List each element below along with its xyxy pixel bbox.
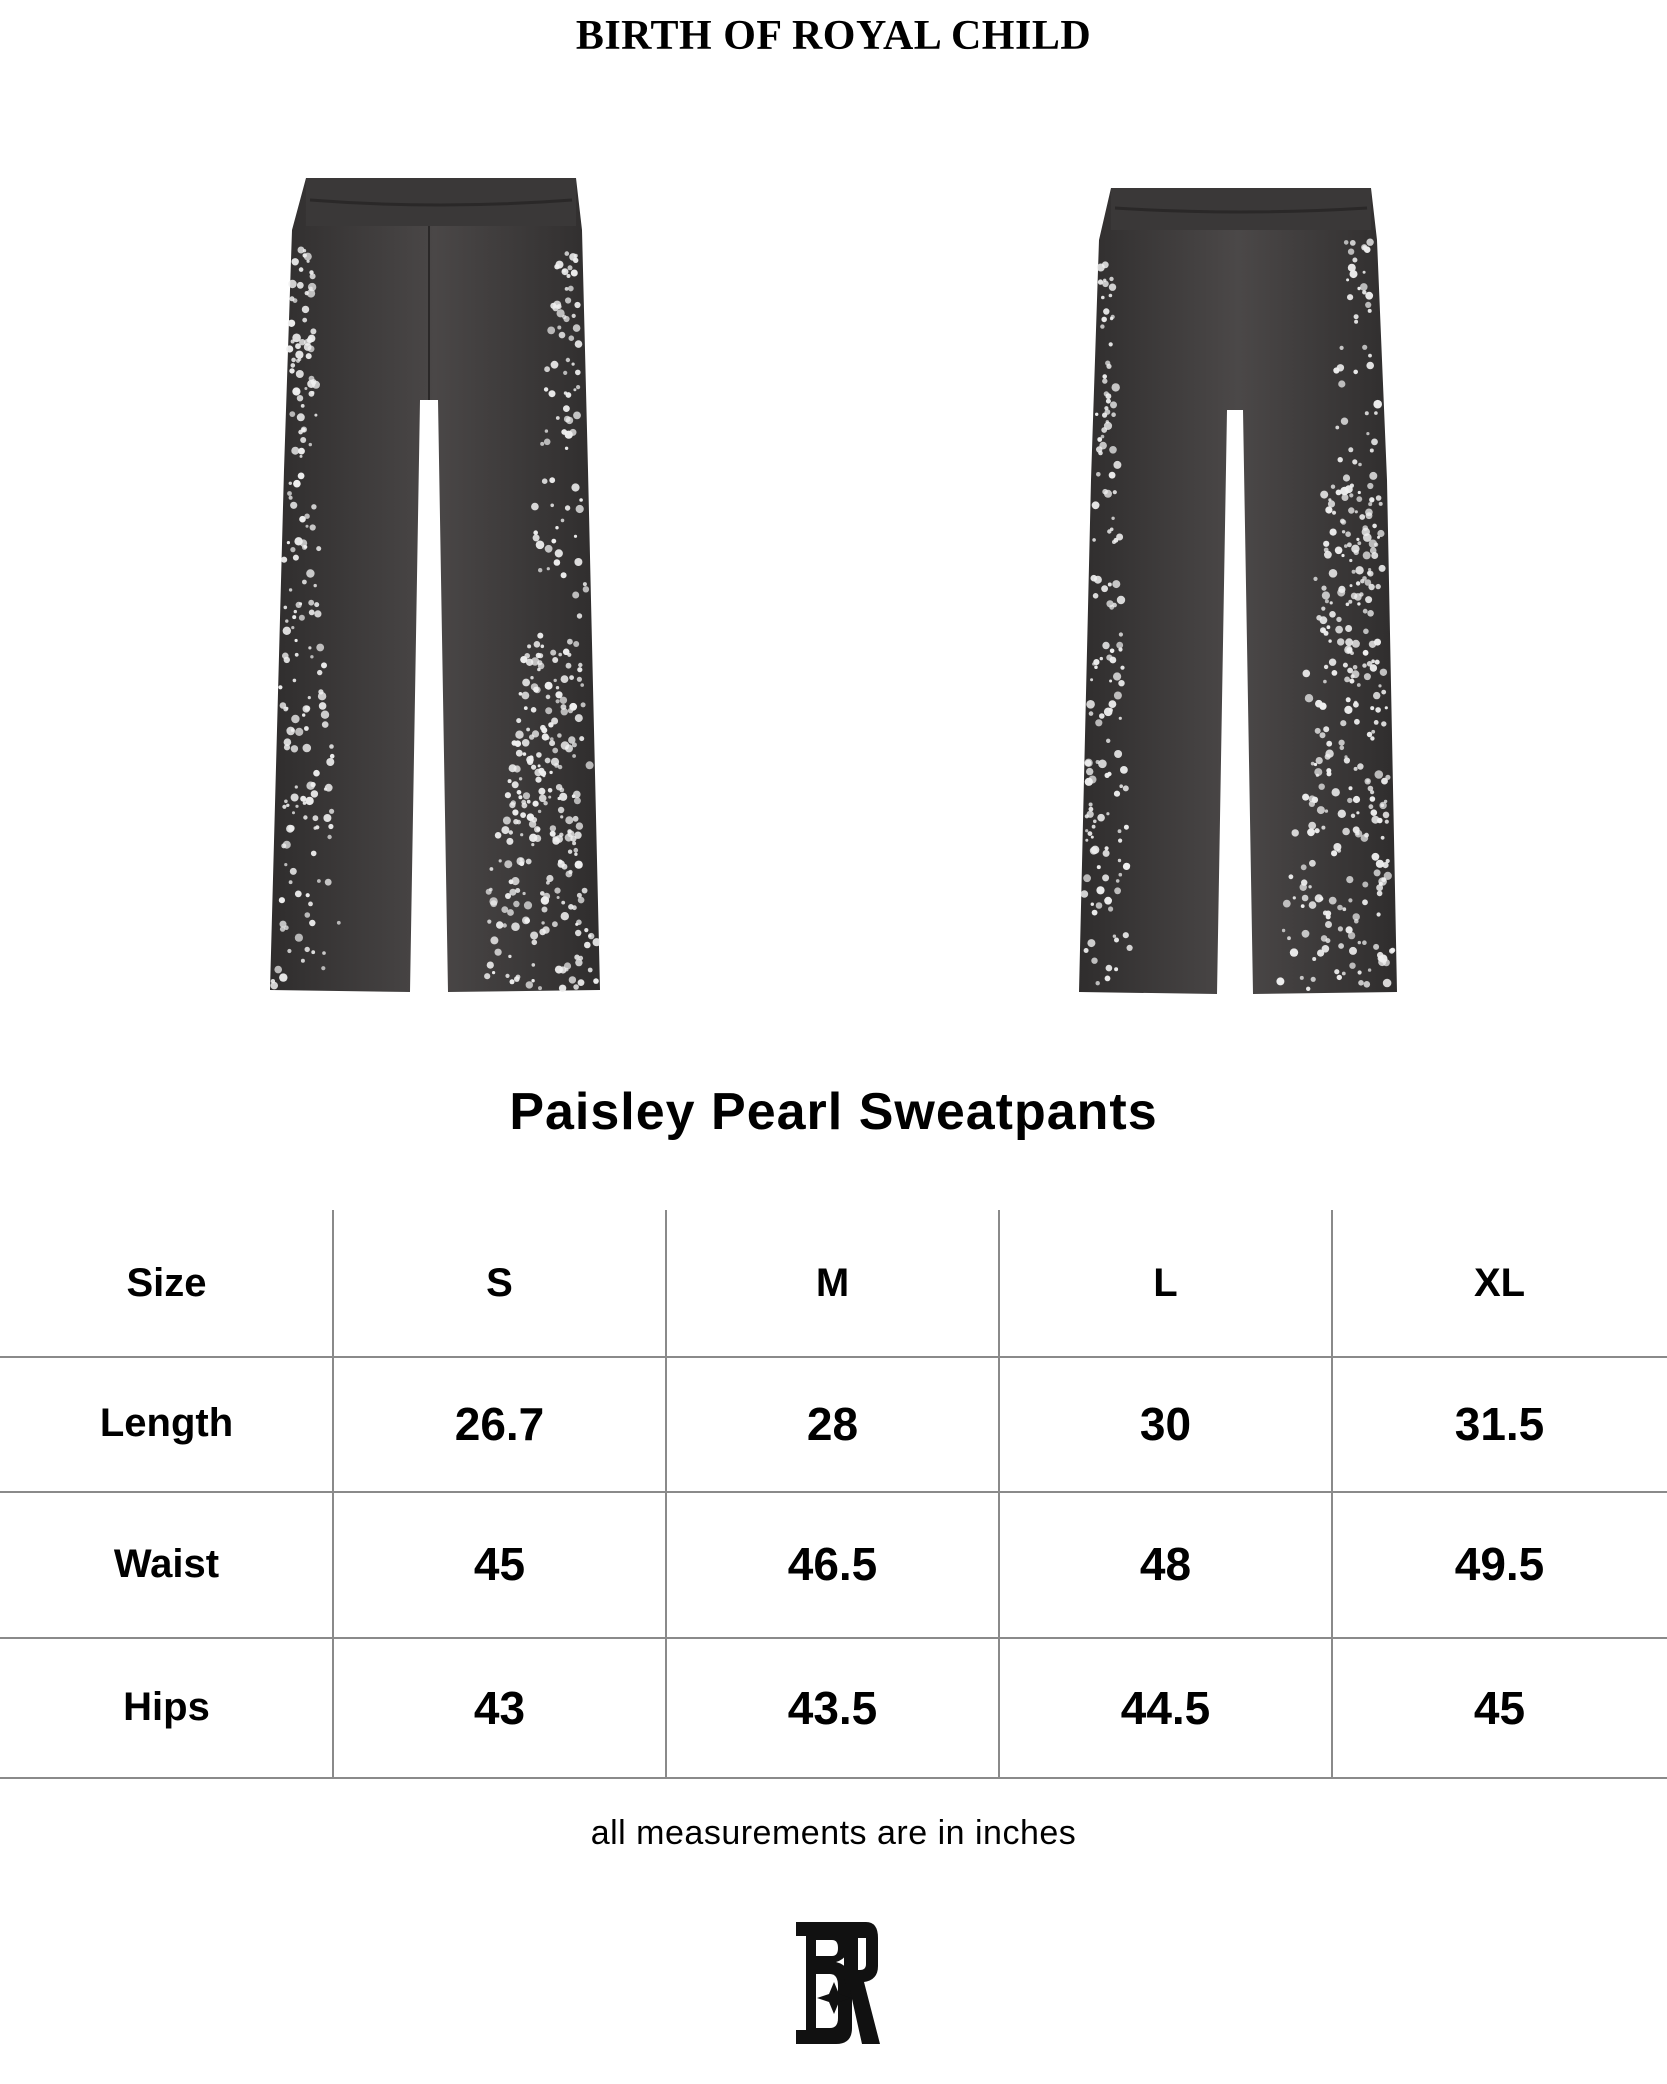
table-cell: 45 — [1473, 1681, 1526, 1734]
table-cell: 30 — [1139, 1397, 1192, 1450]
row-label: Hips — [123, 1685, 210, 1729]
column-header: Size — [126, 1260, 207, 1305]
table-cell: 46.5 — [787, 1538, 878, 1590]
column-header: L — [1153, 1260, 1178, 1305]
table-cell: 44.5 — [1120, 1681, 1211, 1734]
pants-body — [270, 178, 600, 992]
product-name: Paisley Pearl Sweatpants — [509, 1083, 1158, 1141]
table-cell: 43.5 — [787, 1681, 878, 1734]
table-cell: 48 — [1139, 1538, 1192, 1590]
table-divider — [0, 1356, 1667, 1358]
table-cell: 28 — [806, 1397, 859, 1450]
column-header: M — [815, 1260, 850, 1305]
column-header: XL — [1473, 1260, 1526, 1305]
br-monogram-logo-icon — [786, 1918, 882, 2048]
table-divider — [0, 1637, 1667, 1639]
row-label: Length — [99, 1401, 234, 1445]
column-header: S — [486, 1260, 513, 1305]
table-cell: 43 — [473, 1681, 526, 1734]
table-divider — [0, 1777, 1667, 1779]
brand-title: BIRTH OF ROYAL CHILD — [575, 13, 1092, 59]
row-label: Waist — [113, 1541, 220, 1586]
table-cell: 45 — [473, 1538, 526, 1590]
table-header-row — [0, 1210, 1667, 1356]
table-cell: 49.5 — [1454, 1538, 1545, 1590]
size-chart-table — [0, 1210, 1667, 1778]
table-row — [0, 1491, 1667, 1637]
table-cell: 31.5 — [1454, 1397, 1545, 1450]
product-photo-back — [1075, 180, 1405, 1000]
table-divider — [665, 1210, 667, 1778]
measurement-note: all measurements are in inches — [590, 1814, 1077, 1852]
pants-body — [1079, 188, 1397, 994]
table-row — [0, 1637, 1667, 1778]
table-cell: 26.7 — [454, 1397, 545, 1450]
table-divider — [1331, 1210, 1333, 1778]
table-row — [0, 1356, 1667, 1491]
table-divider — [0, 1491, 1667, 1493]
table-divider — [332, 1210, 334, 1778]
table-divider — [998, 1210, 1000, 1778]
product-photo-front — [270, 170, 600, 1000]
